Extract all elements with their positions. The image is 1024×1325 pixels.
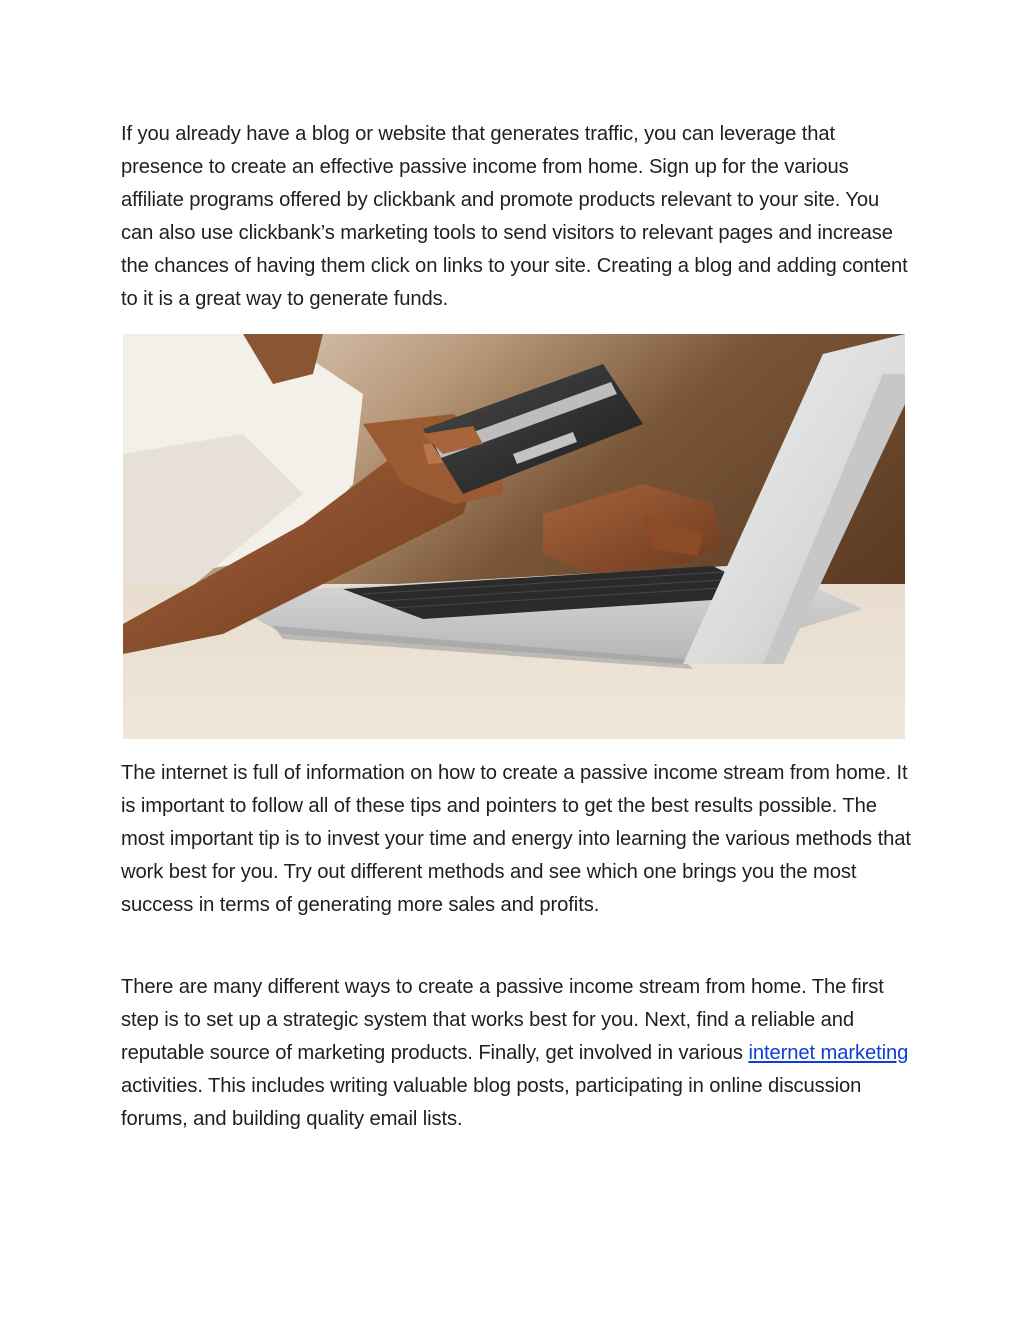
paragraph-3-before-link: There are many different ways to create a passive income stream from home. The first step is to set up a strategic system that works best for you. Next, find a reliable and reputable source of marketing products. Finally, get involved in various [121, 976, 884, 1064]
paragraph-1: If you already have a blog or website that generates traffic, you can leverage that presence to create an effective passive income from home. Sign up for the various affiliate programs offered by clickbank and promote products relevant to your site. You can also use clickbank’s marketing tools to send visitors to relevant pages and increase the chances of having them click on links to your site. Creating a blog and adding content to it is a great way to generate funds. [121, 123, 908, 310]
internet-marketing-link[interactable]: internet marketing [748, 1042, 909, 1064]
credit-card-laptop-photo [123, 334, 905, 739]
paragraph-2: The internet is full of information on how to create a passive income stream from home. It is important to follow all of these tips and pointers to get the best results possible. The most important tip is to invest your time and energy into learning the various methods that work best for you. Try out different methods and see which one brings you the most success in terms of generating more sales and profits. [121, 762, 911, 916]
paragraph-3-after-link: activities. This includes writing valuable blog posts, participating in online discussion forums, and building quality email lists. [121, 1075, 862, 1130]
paragraph-3 [121, 971, 911, 1136]
